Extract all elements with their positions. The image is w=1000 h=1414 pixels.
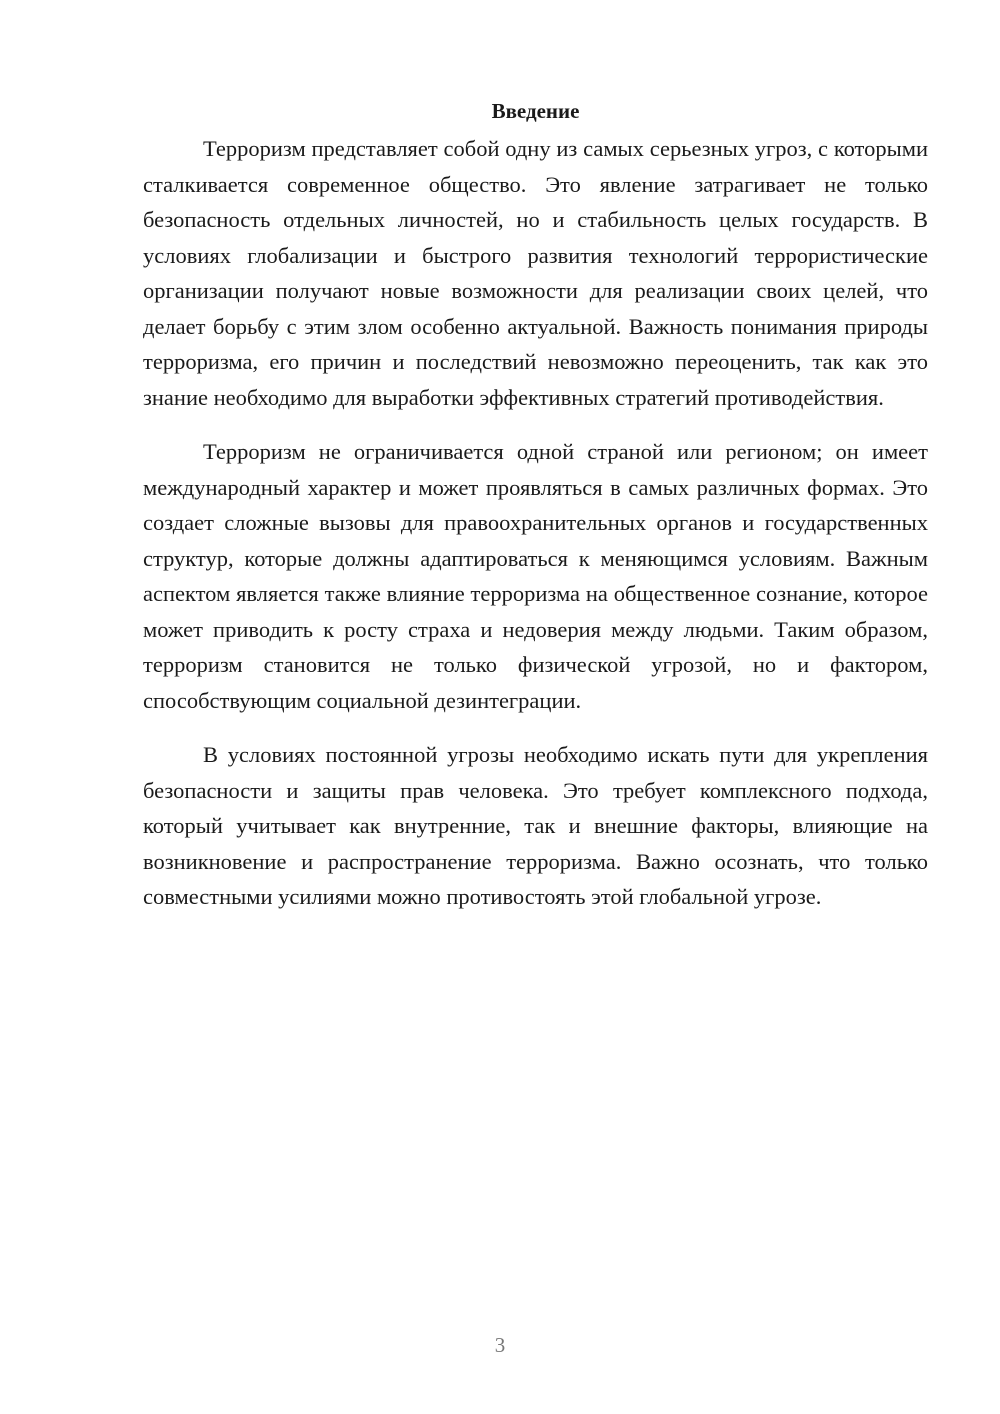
- section-title: Введение: [491, 99, 580, 123]
- paragraph-1: Терроризм представляет собой одну из самых серьезных угроз, с которыми сталкивается современное общество. Это явление затрагивает не только безопасность отдельных личностей, но и стабильность целых государств. В условиях глобализации и быстрого развития технологий террористические организации получают новые возможности для реализации своих целей, что делает борьбу с этим злом особенно актуальной. Важность понимания природы терроризма, его причин и последствий невозможно переоценить, так как это знание необходимо для выработки эффективных стратегий противодействия.: [143, 136, 928, 410]
- page-content: [143, 96, 928, 934]
- paragraph-2: Терроризм не ограничивается одной страной или регионом; он имеет международный характер и может проявляться в самых различных формах. Это создает сложные вызовы для правоохранительных органов и государственных структур, которые должны адаптироваться к меняющимся условиям. Важным аспектом является также влияние терроризма на общественное сознание, которое может приводить к росту страха и недоверия между людьми. Таким образом, терроризм становится не только физической угрозой, но и фактором, способствующим социальной дезинтеграции.: [143, 439, 928, 713]
- page-number: 3: [494, 1333, 506, 1357]
- paragraph-3: В условиях постоянной угрозы необходимо искать пути для укрепления безопасности и защиты прав человека. Это требует комплексного подхода, который учитывает как внутренние, так и внешние факторы, влияющие на возникновение и распространение терроризма. Важно осознать, что только совместными усилиями можно противостоять этой глобальной угрозе.: [143, 742, 928, 909]
